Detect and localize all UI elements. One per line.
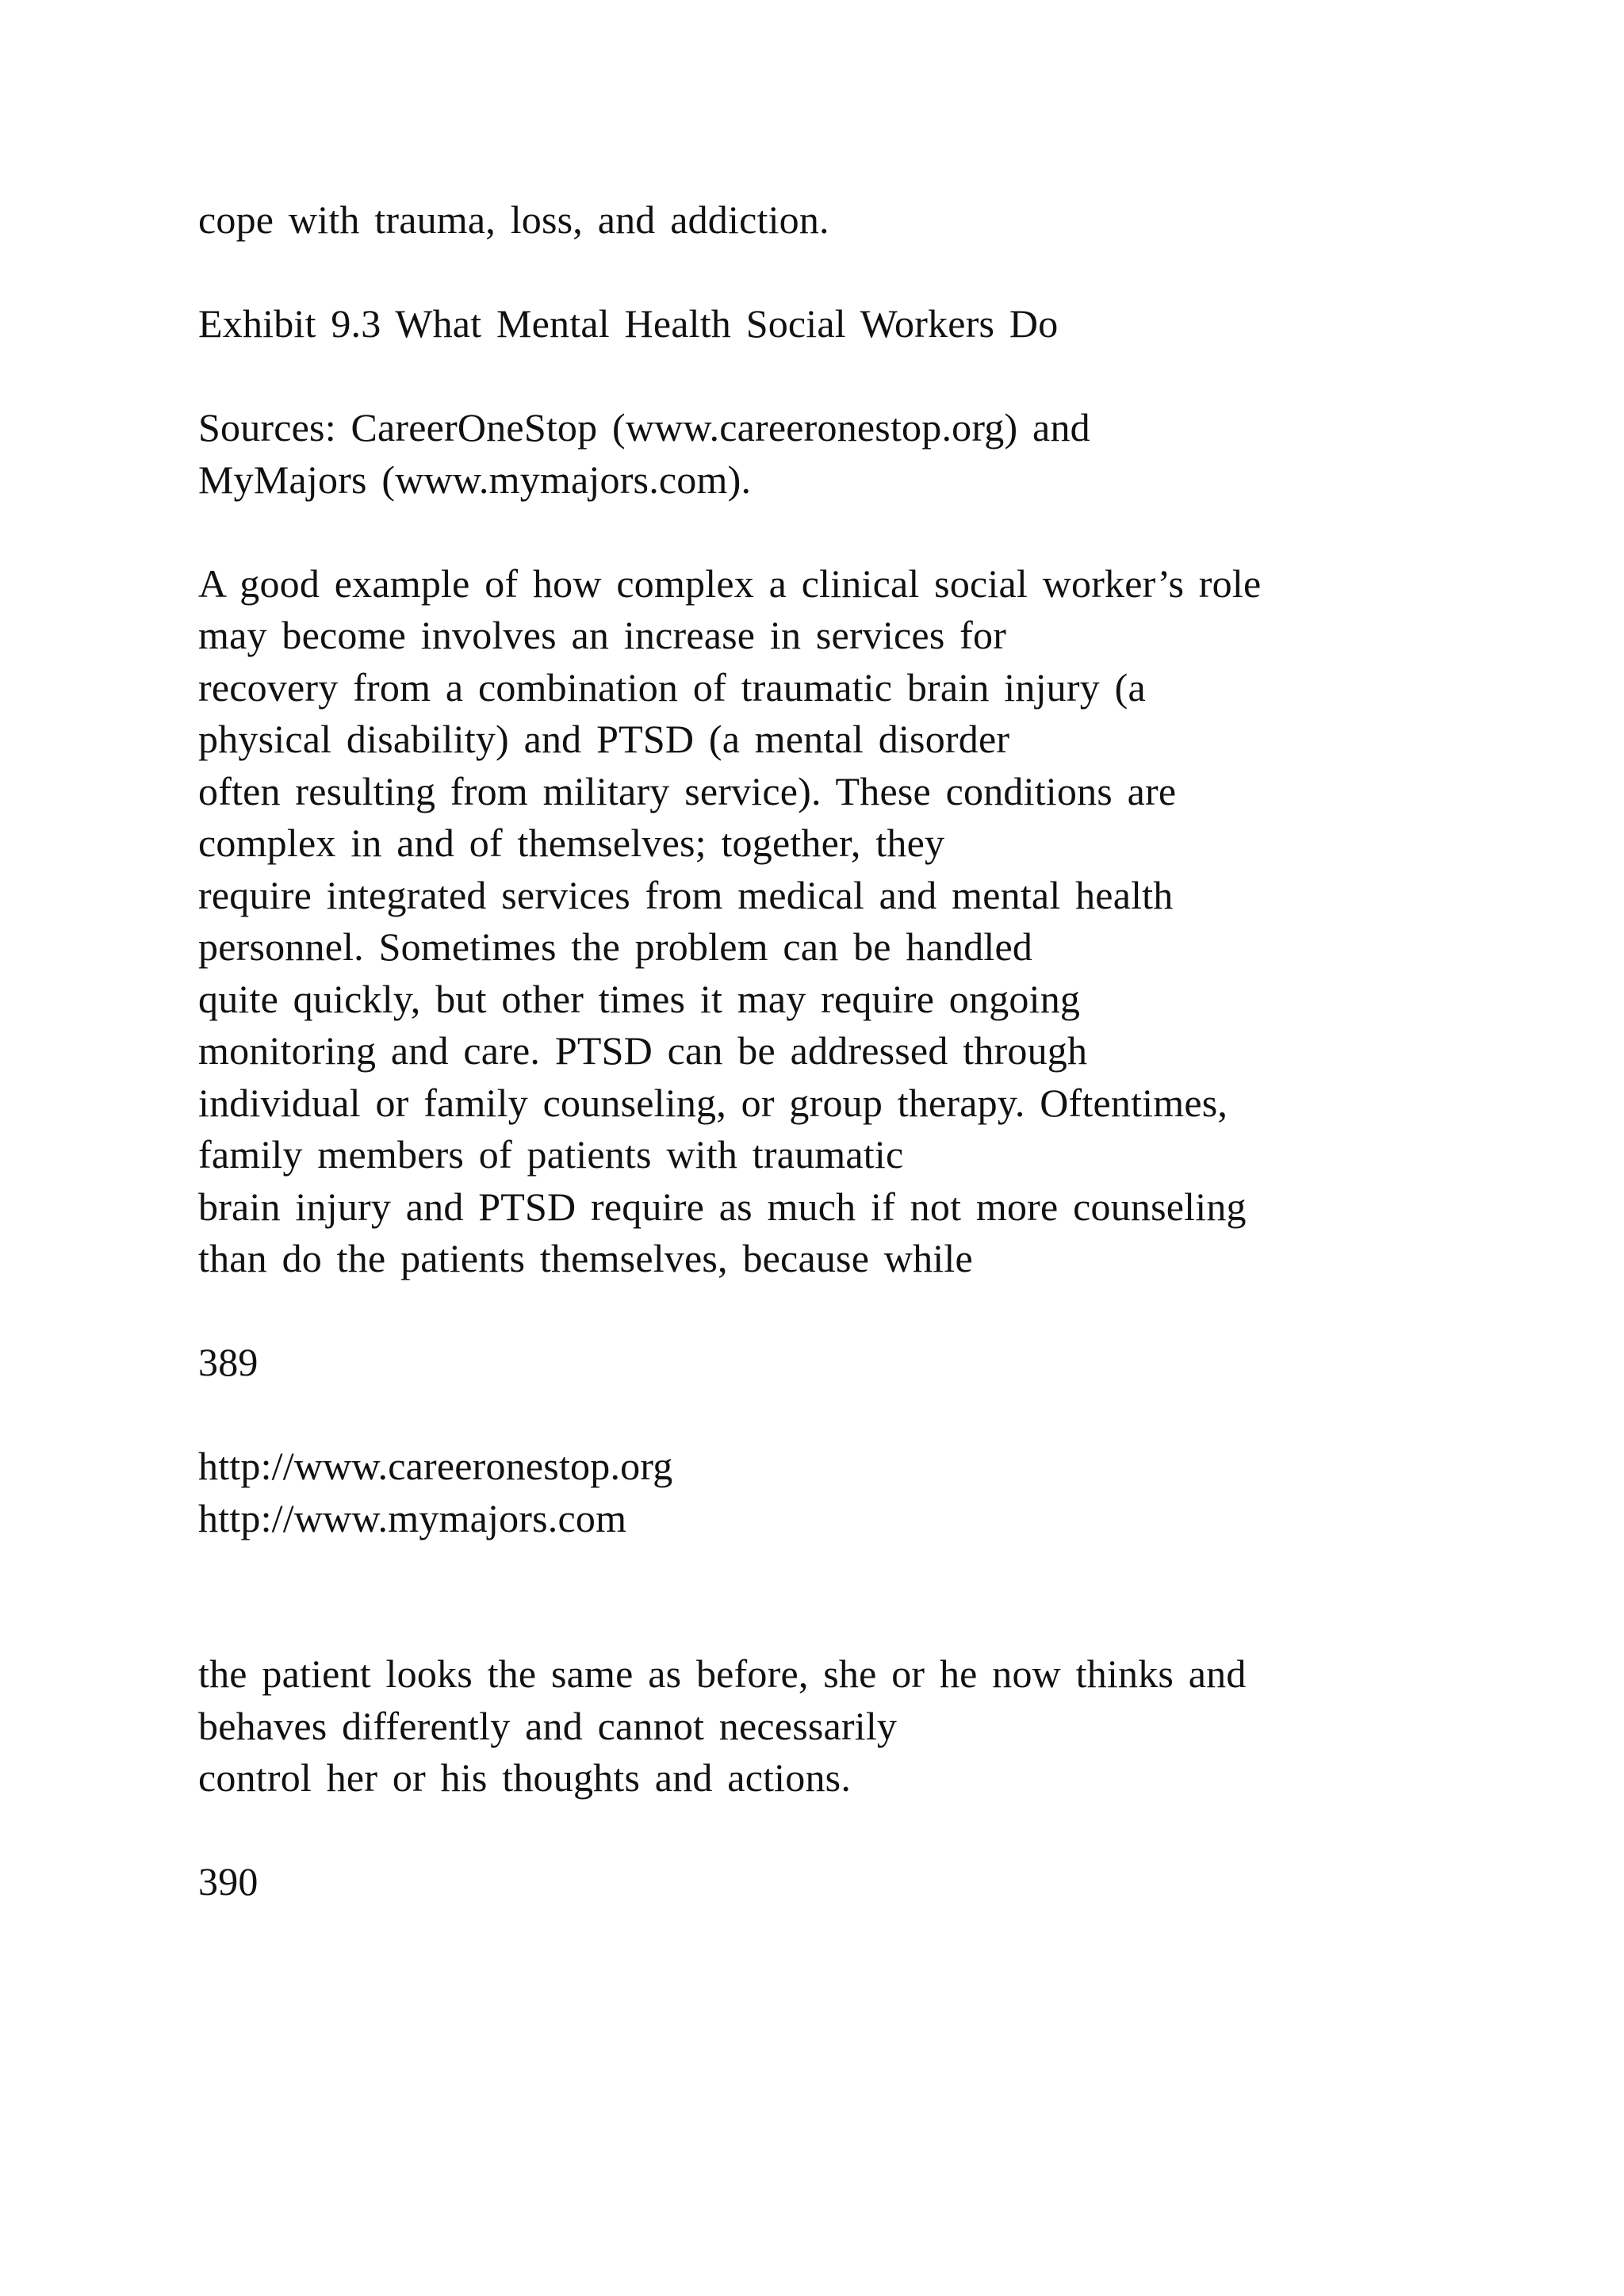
document-page (198, 194, 1546, 1908)
paragraph-line: monitoring and care. PTSD can be addressed through (198, 1028, 1088, 1073)
paragraph-line: control her or his thoughts and actions. (198, 1755, 852, 1800)
paragraph-line: brain injury and PTSD require as much if not more counseling (198, 1184, 1247, 1229)
sources-line: MyMajors (www.mymajors.com). (198, 457, 752, 502)
intro-line: cope with trauma, loss, and addiction. (198, 197, 829, 242)
url-link[interactable]: http://www.mymajors.com (198, 1495, 627, 1540)
paragraph-line: individual or family counseling, or group therapy. Oftentimes, (198, 1080, 1228, 1125)
paragraph-line: often resulting from military service). These conditions are (198, 768, 1177, 813)
page-number: 390 (198, 1859, 259, 1904)
paragraph-line: personnel. Sometimes the problem can be handled (198, 924, 1033, 969)
paragraph-line: require integrated services from medical and mental health (198, 872, 1174, 917)
paragraph-line: than do the patients themselves, because while (198, 1236, 973, 1280)
paragraph-line: physical disability) and PTSD (a mental disorder (198, 717, 1010, 761)
paragraph-one (198, 558, 1546, 1285)
paragraph-line: behaves differently and cannot necessarily (198, 1703, 898, 1748)
paragraph-line: complex in and of themselves; together, they (198, 821, 945, 865)
sources-line: Sources: CareerOneStop (www.careeronestop.org) and (198, 405, 1090, 450)
page-number: 389 (198, 1340, 259, 1384)
exhibit-title: Exhibit 9.3 What Mental Health Social Workers Do (198, 301, 1059, 346)
paragraph-line: the patient looks the same as before, she or he now thinks and (198, 1651, 1247, 1696)
paragraph-line: recovery from a combination of traumatic brain injury (a (198, 664, 1146, 710)
paragraph-line: A good example of how complex a clinical social worker’s role (198, 561, 1262, 606)
links-block (198, 1441, 1546, 1544)
paragraph-two (198, 1648, 1546, 1804)
paragraph-line: may become involves an increase in services for (198, 613, 1007, 657)
paragraph-line: quite quickly, but other times it may require ongoing (198, 976, 1081, 1021)
paragraph-line: family members of patients with traumatic (198, 1132, 904, 1177)
sources-block (198, 402, 1546, 506)
url-link[interactable]: http://www.careeronestop.org (198, 1444, 673, 1488)
